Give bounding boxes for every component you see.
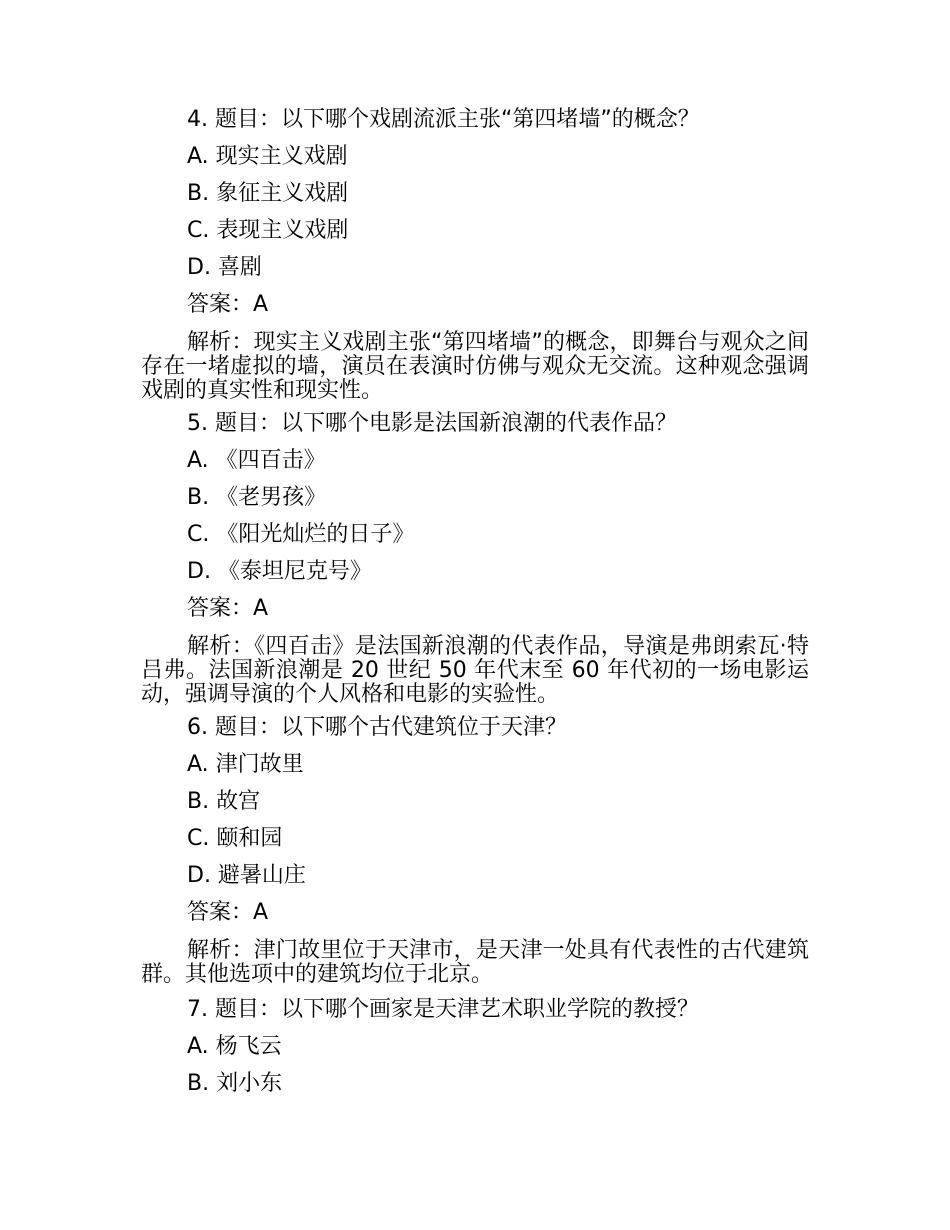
question-5-title: 5. 题目：以下哪个电影是法国新浪潮的代表作品？ [187,411,677,436]
question-4-option-d: D. 喜剧 [187,255,262,280]
question-6-analysis: 解析：津门故里位于天津市，是天津一处具有代表性的古代建筑群。其他选项中的建筑均位于北京。 [141,938,809,987]
question-5-answer: 答案：A [187,596,269,621]
question-5-option-b: B. 《老男孩》 [187,485,327,510]
question-7-title: 7. 题目：以下哪个画家是天津艺术职业学院的教授？ [187,997,699,1022]
question-4-option-a: A. 现实主义戏剧 [187,144,348,169]
question-6-option-a: A. 津门故里 [187,752,304,777]
question-4-title: 4. 题目：以下哪个戏剧流派主张“第四堵墙”的概念？ [187,107,700,132]
question-4-option-c: C. 表现主义戏剧 [187,218,349,243]
question-5-option-c: C. 《阳光灿烂的日子》 [187,522,415,547]
question-7-option-a: A. 杨飞云 [187,1034,282,1059]
question-5-option-a: A. 《四百击》 [187,448,326,473]
question-7-option-b: B. 刘小东 [187,1071,283,1096]
question-6-option-b: B. 故宫 [187,789,261,814]
question-4-option-b: B. 象征主义戏剧 [187,181,349,206]
question-6-answer: 答案：A [187,900,269,925]
question-4-answer: 答案：A [187,292,269,317]
question-6-title: 6. 题目：以下哪个古代建筑位于天津？ [187,715,567,740]
question-5-option-d: D. 《泰坦尼克号》 [187,559,372,584]
question-6-option-d: D. 避暑山庄 [187,863,306,888]
question-5-analysis: 解析：《四百击》是法国新浪潮的代表作品，导演是弗朗索瓦·特吕弗。法国新浪潮是 20 世纪 50 年代末至 60 年代初的一场电影运动，强调导演的个人风格和电影的实验性。 [141,634,809,707]
question-4-analysis: 解析：现实主义戏剧主张“第四堵墙”的概念，即舞台与观众之间存在一堵虚拟的墙，演员在表演时仿佛与观众无交流。这种观念强调戏剧的真实性和现实性。 [141,330,809,403]
question-6-option-c: C. 颐和园 [187,826,283,851]
